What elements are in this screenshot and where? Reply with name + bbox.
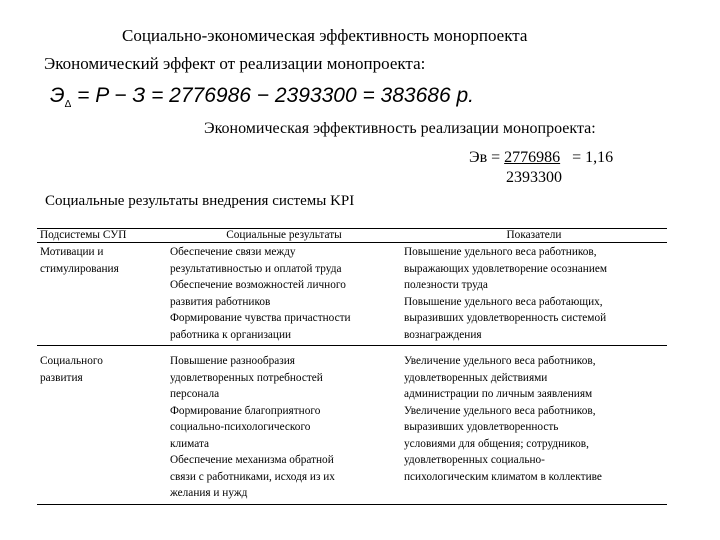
cell-line: Обеспечение механизма обратной: [170, 454, 334, 466]
formula1-expression: = P − З = 2776986 − 2393300 = 383686 р.: [71, 84, 474, 107]
cell-subsystem: [37, 346, 167, 505]
economic-efficiency-formula: [469, 148, 613, 188]
economic-efficiency-heading: Экономическая эффективность реализации монопроекта:: [204, 120, 596, 137]
formula1-lhs-sub: Δ: [64, 99, 72, 111]
cell-indicators: [401, 243, 667, 346]
cell-subsystem: [37, 243, 167, 346]
cell-line: администрации по личным заявлениям: [404, 388, 593, 400]
formula2-numerator: 2776986: [504, 149, 561, 166]
cell-line: Обеспечение связи между: [170, 246, 296, 258]
cell-line: вознаграждения: [404, 328, 482, 341]
cell-line: работника к организации: [170, 328, 292, 341]
header-indicators: Показатели: [506, 229, 562, 241]
cell-line: Повышение разнообразия: [170, 355, 295, 367]
cell-line: Увеличение удельного веса работников,: [404, 404, 596, 417]
cell-line: полезности труда: [404, 279, 488, 291]
economic-effect-heading: Экономический эффект от реализации монопроекта:: [44, 54, 426, 73]
cell-line: выразивших удовлетворенность: [404, 421, 559, 433]
cell-line: Социального: [40, 355, 103, 367]
cell-line: персонала: [170, 388, 220, 400]
cell-line: Повышение удельного веса работающих,: [404, 295, 603, 308]
header-results: Социальные результаты: [226, 229, 342, 241]
cell-line: Формирование благоприятного: [170, 404, 321, 417]
cell-line: Мотивации и: [40, 246, 104, 258]
formula1-lhs: Э: [50, 84, 65, 107]
cell-line: стимулирования: [40, 262, 119, 275]
cell-line: Увеличение удельного веса работников,: [404, 355, 596, 367]
page-title: Социально-экономическая эффективность монорпоекта: [122, 26, 528, 45]
formula2-denominator: 2393300: [506, 169, 562, 186]
formula2-result: = 1,16: [560, 149, 614, 166]
cell-indicators: [401, 346, 667, 505]
economic-effect-formula: [50, 84, 474, 110]
cell-results: [167, 243, 401, 346]
cell-line: социально-психологического: [170, 421, 311, 433]
cell-line: выражающих удовлетворение осознанием: [404, 262, 608, 275]
table-row: [37, 243, 667, 346]
kpi-results-table: [37, 228, 667, 505]
formula2-lhs: Эв =: [469, 149, 505, 166]
cell-line: развития: [40, 371, 83, 384]
cell-line: развития работников: [170, 295, 271, 308]
cell-line: удовлетворенных действиями: [404, 371, 548, 384]
cell-line: удовлетворенных потребностей: [170, 371, 323, 384]
cell-line: Повышение удельного веса работников,: [404, 246, 597, 258]
cell-line: желания и нужд: [170, 487, 248, 499]
table-row: [37, 346, 667, 505]
cell-line: результативностью и оплатой труда: [170, 262, 342, 275]
header-subsystem: Подсистемы СУП: [40, 229, 127, 241]
cell-line: Формирование чувства причастности: [170, 312, 351, 324]
cell-line: выразивших удовлетворенность системой: [404, 312, 607, 324]
cell-line: психологическим климатом в коллективе: [404, 470, 602, 483]
cell-results: [167, 346, 401, 505]
cell-line: условиями для общения; сотрудников,: [404, 437, 589, 450]
cell-line: климата: [170, 437, 210, 450]
cell-line: связи с работниками, исходя из их: [170, 470, 335, 483]
cell-line: удовлетворенных социально-: [404, 454, 545, 466]
cell-line: Обеспечение возможностей личного: [170, 279, 346, 291]
section-title: Социальные результаты внедрения системы KPI: [45, 193, 355, 209]
table-header-row: [37, 229, 667, 243]
